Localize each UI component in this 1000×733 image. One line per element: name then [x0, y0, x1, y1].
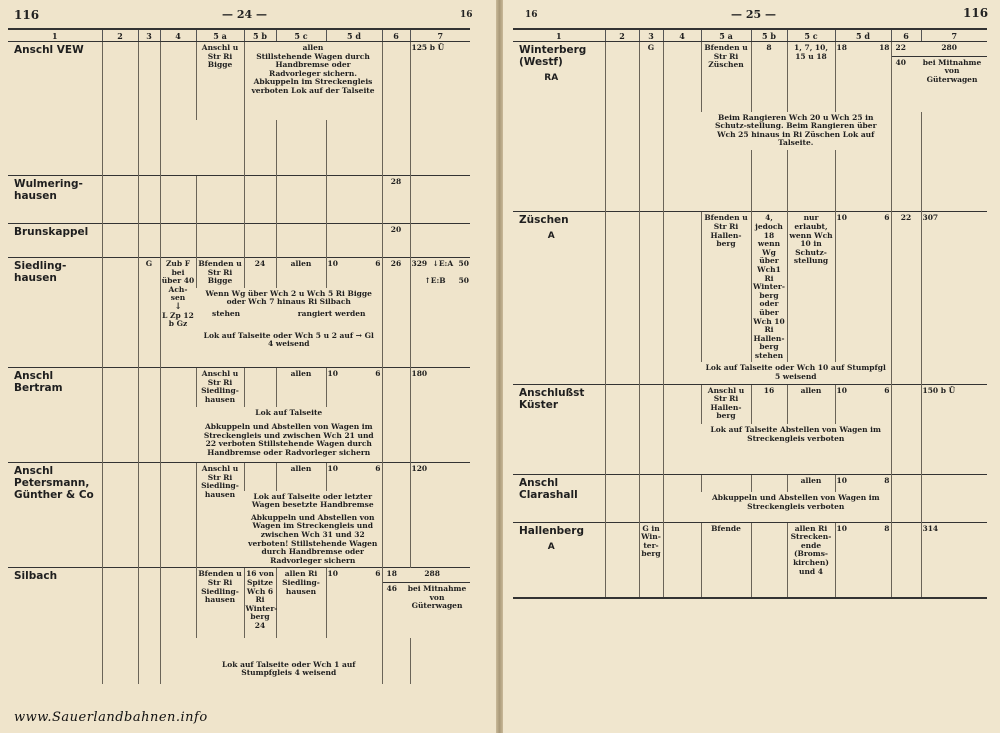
cell-5d-1: 10	[327, 369, 338, 379]
cell-5d-1: 10	[836, 213, 847, 223]
note-text: Lok auf Talseite oder Wch 1 auf Stumpfgleis 4 weisend	[196, 638, 382, 684]
station-name: Brunskappel	[8, 224, 102, 258]
note-text-2: Abkuppeln und Abstellen von Wagen im Streckengleis und zwischen Wch 21 und 22 verboten Stillstehende Wagen durch Handbremse oder Radvorleger sichern	[203, 422, 374, 458]
cell-5c: allen	[276, 368, 326, 407]
cell-5b: 8	[751, 42, 787, 112]
cell-5a: Anschl u Str Ri Bigge	[196, 42, 244, 120]
station-name: Anschl Bertram	[8, 368, 102, 463]
cell-6b: 314	[921, 522, 987, 598]
timetable-left	[8, 28, 470, 684]
cell-5a: Bfenden u Str Ri Züschen	[701, 42, 751, 112]
cell-6b: 125 b Ü	[410, 42, 470, 176]
left-page	[0, 0, 496, 733]
cell-5c: allen	[787, 474, 835, 492]
cell-7: bei Mitnahme von Güterwagen	[922, 57, 982, 84]
col-header-5d: 5 d	[835, 29, 891, 42]
station-name-cell	[513, 522, 605, 598]
station-class: RA	[544, 73, 559, 83]
cell-6-7	[891, 42, 987, 112]
station-name: Züschen	[519, 214, 569, 227]
station-name: Silbach	[8, 568, 102, 684]
cell-6b: 280	[941, 43, 957, 52]
note-text-2: Lok auf Talseite oder Wch 5 u 2 auf → Gl 4 weisend	[196, 330, 382, 368]
note-text: Lok auf Talseite	[255, 407, 323, 417]
cell-6b: 150 b Ü	[921, 384, 987, 474]
cell-5c: allen	[276, 463, 326, 491]
col-header-3: 3	[138, 29, 160, 42]
cell-5d	[326, 258, 382, 288]
cell-note	[196, 407, 382, 463]
table-row	[8, 463, 470, 491]
cell-6b: 288	[424, 569, 440, 579]
col-header-5a: 5 a	[701, 29, 751, 42]
cell-7a: E:A	[438, 259, 454, 268]
arrow-down-icon: ↓	[432, 259, 439, 268]
cell-5d-2: 6	[884, 213, 890, 223]
cell-6: 22	[891, 212, 921, 384]
cell-4-text: Zub F bei über 40 Ach-sen	[161, 259, 195, 303]
cell-5a: Bfenden u Str Ri Bigge	[196, 258, 244, 288]
table-row	[513, 384, 987, 424]
table-row	[513, 474, 987, 492]
col-header-7: 7	[410, 29, 470, 42]
cell-6b: 120	[410, 463, 470, 568]
table-row	[513, 522, 987, 598]
cell-6c: 40	[895, 57, 906, 67]
note-text-2: Abkuppeln und Abstellen von Wagen im Streckengleis und zwischen Wch 31 und 32 verboten! Stillstehende Wagen durch Handbremse oder Radvorleger sichern	[248, 512, 378, 565]
cell-5b: 16	[751, 384, 787, 424]
col-header-4: 4	[160, 29, 196, 42]
cell-6b: 180	[410, 368, 470, 463]
station-name: Anschlußst Küster	[513, 384, 605, 474]
cell-5c: allen	[276, 258, 326, 288]
station-name: Hallenberg	[519, 524, 584, 537]
cell-note	[244, 491, 382, 568]
cell-5a: Anschl u Str Ri Siedling-hausen	[196, 463, 244, 568]
note-text: Lok auf Talseite oder Wch 10 auf Stumpfgl 5 weisend	[701, 362, 891, 384]
note-text: Stillstehende Wagen durch Handbremse oder Radvorleger sichern. Abkuppeln im Streckengleis verboten Lok auf der Talseite	[251, 51, 375, 95]
col-header-5d: 5 d	[326, 29, 382, 42]
cell-7-num-2: 50	[458, 275, 469, 285]
note-sub-2: rangiert werden	[297, 308, 366, 318]
cell-5d	[835, 474, 891, 492]
cell-6b: 329	[411, 259, 428, 268]
cell-note	[244, 42, 382, 120]
station-name: Winterberg (Westf)	[519, 44, 587, 68]
cell-6: 26	[382, 258, 410, 368]
note-text: Lok auf Talseite Abstellen von Wagen im Streckengleis verboten	[701, 424, 891, 474]
cell-5d	[835, 212, 891, 363]
station-name-cell	[513, 42, 605, 212]
cell-5d	[835, 522, 891, 598]
cell-5b: 4, jedoch 18 wenn Wg über Wch1 Ri Winter-berg oder über Wch 10 Ri Hallen-berg stehen	[751, 212, 787, 363]
cell-5c: allen Ri Siedling-hausen	[276, 568, 326, 638]
col-header-5c: 5 c	[276, 29, 326, 42]
page-number-center: — 25 —	[731, 8, 776, 21]
cell-7: bei Mitnahme von Güterwagen	[407, 584, 467, 611]
page-number-inner: 16	[525, 10, 538, 20]
cell-5d-1: 10	[836, 523, 847, 533]
column-header-row	[513, 29, 987, 42]
column-header-row	[8, 29, 470, 42]
table-row	[513, 212, 987, 363]
col-header-5b: 5 b	[751, 29, 787, 42]
page-number-inner: 16	[460, 10, 473, 20]
cell-5d-2: 6	[375, 259, 381, 268]
cell-6: 20	[382, 224, 410, 258]
col-header-2: 2	[102, 29, 138, 42]
cell-5d-2: 6	[884, 385, 890, 395]
cell-5d-1: 10	[327, 569, 338, 579]
station-name: Anschl Petersmann, Günther & Co	[8, 463, 102, 568]
col-header-5c: 5 c	[787, 29, 835, 42]
cell-5d-2: 18	[879, 43, 890, 52]
cell-5c: allen	[787, 384, 835, 424]
cell-3: G in Win-ter-berg	[639, 522, 663, 598]
cell-5d-1: 18	[836, 43, 847, 52]
cell-5d	[835, 42, 891, 112]
cell-5d-1: 10	[327, 259, 338, 268]
table-row	[8, 258, 470, 288]
cell-4	[160, 258, 196, 368]
cell-6b: 307	[921, 212, 987, 384]
cell-note	[196, 288, 382, 330]
cell-5a: Anschl u Str Ri Hallen-berg	[701, 384, 751, 424]
timetable-right	[513, 28, 987, 599]
cell-5c: 1, 7, 10, 15 u 18	[787, 42, 835, 112]
note-text: Beim Rangieren Wch 20 u Wch 25 in Schutz-stellung. Beim Rangieren über Wch 25 hinaus in Ri Züschen Lok auf Talseite.	[701, 112, 891, 150]
station-name: Wulmering-hausen	[8, 176, 102, 224]
station-name: Siedling-hausen	[8, 258, 102, 368]
col-header-1: 1	[8, 29, 102, 42]
cell-7-num-1: 50	[458, 259, 469, 268]
cell-6c: 46	[386, 584, 397, 593]
cell-5d-1: 10	[836, 475, 847, 485]
right-page	[503, 0, 1000, 733]
cell-5c: allen	[302, 43, 324, 52]
station-name-cell	[513, 212, 605, 384]
col-header-5a: 5 a	[196, 29, 244, 42]
cell-5c: nur erlaubt, wenn Wch 10 in Schutz-stellung	[787, 212, 835, 363]
table-row	[8, 568, 470, 638]
page-number-outer: 116	[14, 8, 40, 22]
col-header-4: 4	[663, 29, 701, 42]
table-row	[8, 224, 470, 258]
cell-5a: Bfenden u Str Ri Hallen-berg	[701, 212, 751, 363]
cell-3: G	[639, 42, 663, 212]
col-header-1: 1	[513, 29, 605, 42]
cell-5d	[326, 568, 382, 638]
station-class: A	[547, 541, 555, 552]
cell-5a: Bfenden u Str Ri Siedling-hausen	[196, 568, 244, 638]
col-header-6: 6	[891, 29, 921, 42]
page-number-center: — 24 —	[222, 8, 267, 21]
table-row	[8, 42, 470, 120]
cell-5a: Anschl u Str Ri Siedling-hausen	[196, 368, 244, 407]
page-number-outer: 116	[963, 6, 989, 20]
cell-5d-1: 10	[327, 464, 338, 474]
watermark: www.Sauerlandbahnen.info	[14, 710, 208, 725]
book-gutter	[496, 0, 503, 733]
arrow-up-icon: ↑	[424, 275, 431, 285]
cell-5d	[835, 384, 891, 424]
cell-3: G	[138, 258, 160, 368]
cell-6b-7	[410, 258, 470, 368]
cell-5a: Bfende	[701, 522, 751, 598]
station-name: Anschl Clarashall	[513, 474, 605, 522]
col-header-2: 2	[605, 29, 639, 42]
note-sub-1: stehen	[212, 308, 241, 318]
cell-5d-1: 10	[836, 385, 847, 395]
col-header-6: 6	[382, 29, 410, 42]
cell-5d	[326, 463, 382, 491]
note-text: Abkuppeln und Abstellen von Wagen im Streckengleis verboten	[701, 492, 891, 522]
cell-7b: E:B	[430, 275, 446, 285]
cell-4-text-b: L Zp 12 b Gz	[162, 310, 194, 329]
note-text: Lok auf Talseite oder letzter Wagen besetzte Handbremse	[251, 491, 374, 510]
arrow-down-icon: ↓	[174, 301, 182, 312]
cell-5d-2: 6	[375, 369, 381, 379]
cell-5d-2: 8	[884, 475, 890, 485]
col-header-5b: 5 b	[244, 29, 276, 42]
cell-6: 28	[382, 176, 410, 224]
table-row	[8, 176, 470, 224]
station-name: Anschl VEW	[8, 42, 102, 176]
cell-5d-2: 6	[375, 464, 381, 474]
cell-5d-2: 8	[884, 523, 890, 533]
table-row	[8, 368, 470, 407]
note-text: Wenn Wg über Wch 2 u Wch 5 Ri Bigge oder Wch 7 hinaus Ri Silbach	[205, 288, 372, 307]
col-header-7: 7	[921, 29, 987, 42]
cell-5d-2: 6	[375, 569, 381, 579]
col-header-3: 3	[639, 29, 663, 42]
cell-5b: 16 von Spitze Wch 6 Ri Winter-berg 24	[244, 568, 276, 638]
cell-5b: 24	[244, 258, 276, 288]
cell-5d	[326, 368, 382, 407]
cell-6-7	[382, 568, 470, 638]
table-row	[513, 42, 987, 112]
cell-6: 22	[895, 43, 906, 52]
cell-5c: allen Ri Strecken-ende (Broms-kirchen) und 4	[787, 522, 835, 598]
station-class: A	[547, 231, 555, 242]
cell-6: 18	[386, 569, 397, 579]
